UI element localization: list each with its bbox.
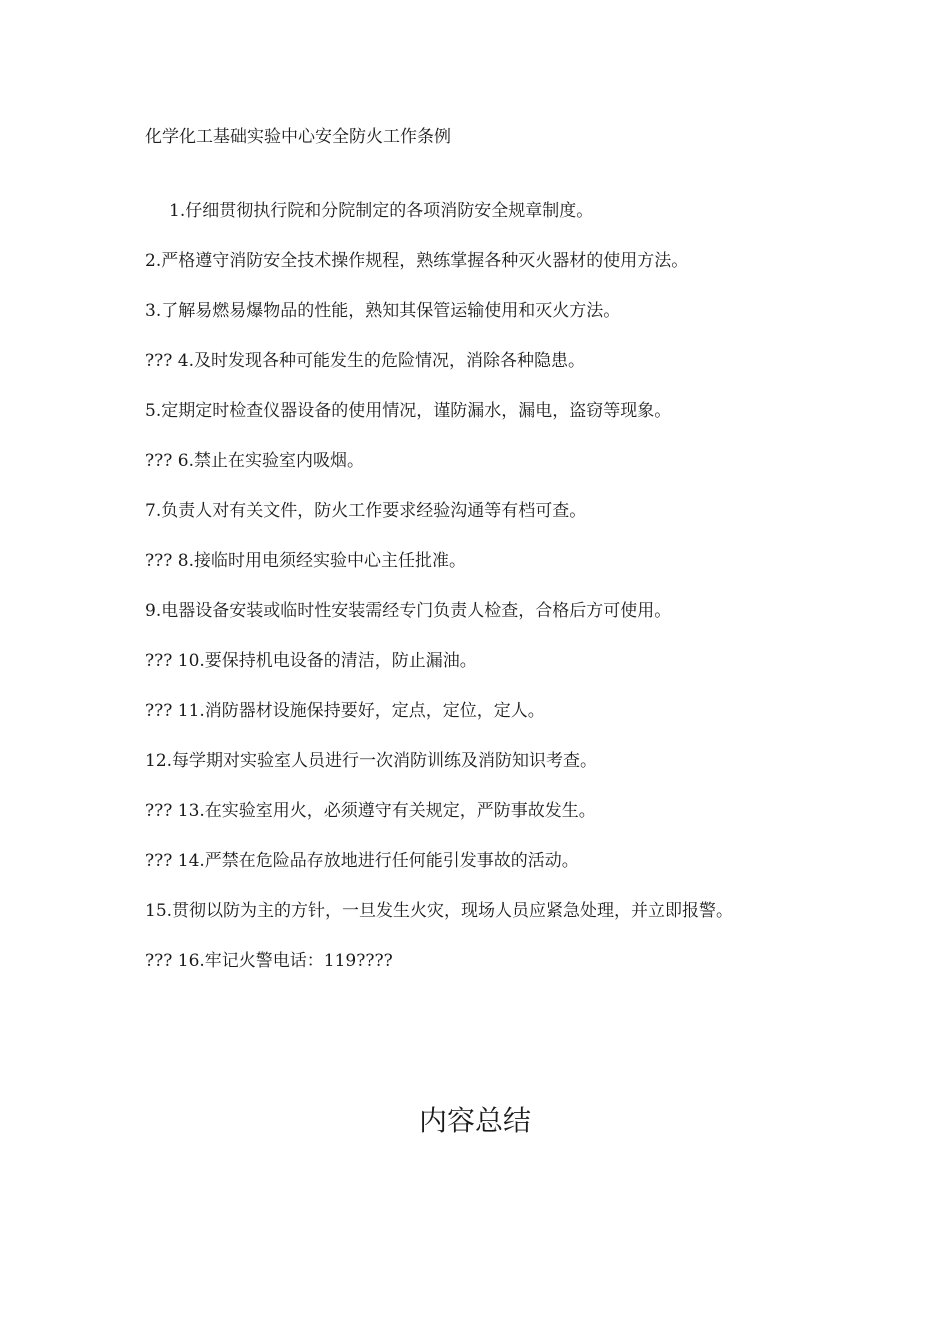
rule-item: ??? 14.严禁在危险品存放地进行任何能引发事故的活动。: [145, 851, 579, 871]
rule-item: 7.负责人对有关文件，防火工作要求经验沟通等有档可查。: [145, 501, 587, 521]
summary-heading: 内容总结: [418, 1104, 531, 1137]
rule-item: 3.了解易燃易爆物品的性能，熟知其保管运输使用和灭火方法。: [145, 301, 621, 321]
document-title: 化学化工基础实验中心安全防火工作条例: [145, 127, 451, 147]
rule-item: ??? 8.接临时用电须经实验中心主任批准。: [145, 551, 466, 571]
rule-item: 15.贯彻以防为主的方针，一旦发生火灾，现场人员应紧急处理，并立即报警。: [145, 901, 734, 921]
rule-item: 5.定期定时检查仪器设备的使用情况，谨防漏水，漏电，盗窃等现象。: [145, 401, 672, 421]
rule-item: 12.每学期对实验室人员进行一次消防训练及消防知识考查。: [145, 751, 598, 771]
rule-item: 9.电器设备安装或临时性安装需经专门负责人检查，合格后方可使用。: [145, 601, 672, 621]
rules-list: [145, 200, 925, 1000]
rule-item: 2.严格遵守消防安全技术操作规程，熟练掌握各种灭火器材的使用方法。: [145, 251, 689, 271]
rule-item: ??? 16.牢记火警电话：119????: [145, 951, 393, 971]
rule-item: ??? 10.要保持机电设备的清洁，防止漏油。: [145, 651, 477, 671]
rule-item: ??? 13.在实验室用火，必须遵守有关规定，严防事故发生。: [145, 801, 596, 821]
rule-item: ??? 6.禁止在实验室内吸烟。: [145, 451, 364, 471]
rule-item: ??? 11.消防器材设施保持要好，定点，定位，定人。: [145, 701, 545, 721]
rule-item: 1.仔细贯彻执行院和分院制定的各项消防安全规章制度。: [169, 201, 594, 221]
rule-item: ??? 4.及时发现各种可能发生的危险情况，消除各种隐患。: [145, 351, 585, 371]
